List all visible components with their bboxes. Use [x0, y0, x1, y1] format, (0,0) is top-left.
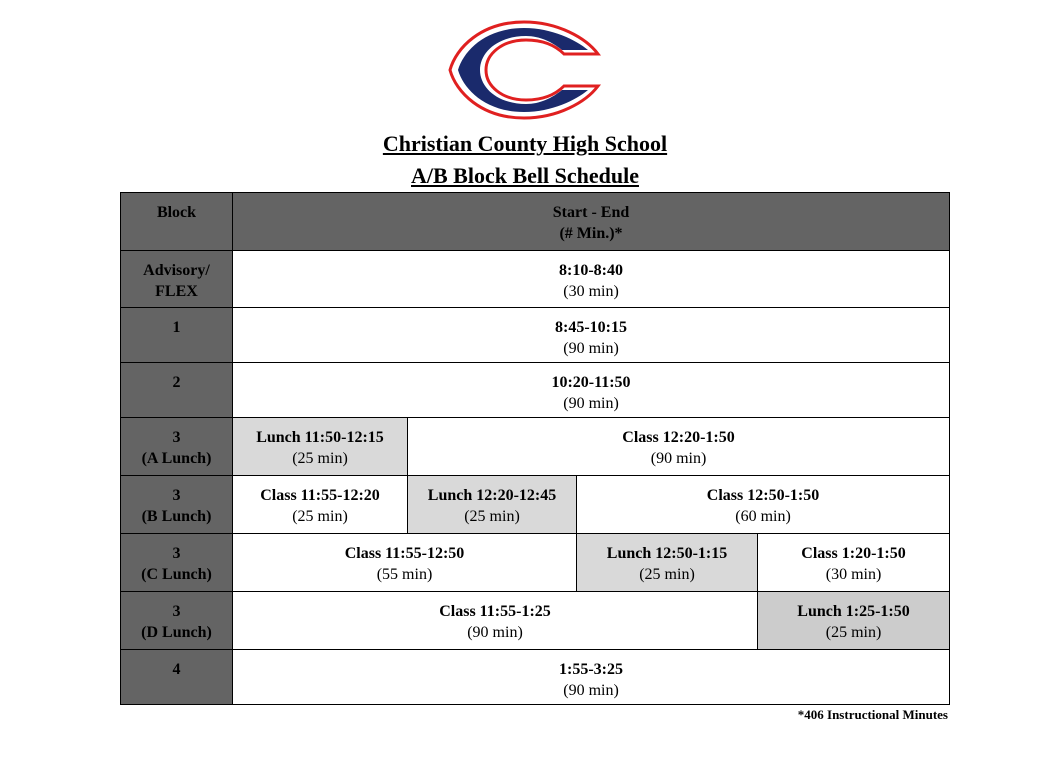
table-row [121, 592, 950, 650]
header-block: Block [121, 193, 233, 251]
table-row [121, 650, 950, 705]
lunch-cell: Lunch 1:25-1:50 (25 min) [758, 592, 950, 650]
table-row [121, 476, 950, 534]
school-name: Christian County High School [382, 131, 668, 156]
table-row [121, 534, 950, 592]
block-label: Advisory/ FLEX [121, 251, 233, 308]
lunch-cell: Lunch 12:50-1:15 (25 min) [577, 534, 758, 592]
class-cell: Class 11:55-12:50 (55 min) [233, 534, 577, 592]
table-row [121, 251, 950, 308]
block-label: 2 [121, 363, 233, 418]
block-label: 3 (D Lunch) [121, 592, 233, 650]
class-cell: Class 11:55-1:25 (90 min) [233, 592, 758, 650]
header-start-end: Start - End (# Min.)* [233, 193, 950, 251]
block-label: 1 [121, 308, 233, 363]
lunch-cell: Lunch 11:50-12:15 (25 min) [233, 418, 408, 476]
time-cell: 1:55-3:25 (90 min) [233, 650, 950, 705]
time-cell: 8:10-8:40 (30 min) [233, 251, 950, 308]
time-cell: 8:45-10:15 (90 min) [233, 308, 950, 363]
block-label: 4 [121, 650, 233, 705]
class-cell: Class 11:55-12:20 (25 min) [233, 476, 408, 534]
block-label: 3 (C Lunch) [121, 534, 233, 592]
block-label: 3 (A Lunch) [121, 418, 233, 476]
table-row [121, 418, 950, 476]
lunch-cell: Lunch 12:20-12:45 (25 min) [408, 476, 577, 534]
class-cell: Class 1:20-1:50 (30 min) [758, 534, 950, 592]
block-label: 3 (B Lunch) [121, 476, 233, 534]
instructional-minutes-note: *406 Instructional Minutes [797, 707, 948, 722]
class-cell: Class 12:20-1:50 (90 min) [408, 418, 950, 476]
table-row [121, 363, 950, 418]
time-cell: 10:20-11:50 (90 min) [233, 363, 950, 418]
school-logo [446, 20, 602, 120]
schedule-title: A/B Block Bell Schedule [411, 163, 639, 188]
class-cell: Class 12:50-1:50 (60 min) [577, 476, 950, 534]
bell-schedule-table [120, 192, 950, 705]
table-row [121, 308, 950, 363]
table-header-row [121, 193, 950, 251]
